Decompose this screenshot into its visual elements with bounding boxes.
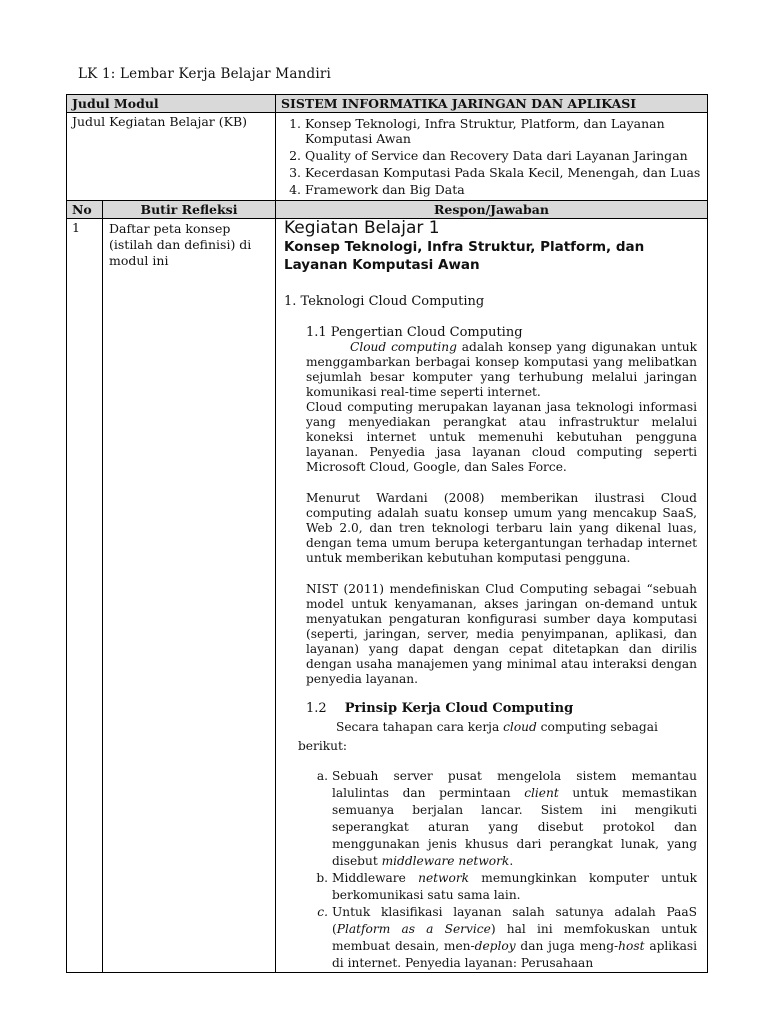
paragraph-text: adalah konsep yang digunakan untuk menggambarkan berbagai konsep komputasi yang melibatkan sejumlah besar komputer yang terhubung melalui jaringan komunikasi real-time seperti internet. xyxy=(306,340,697,399)
reflection-row-1 xyxy=(67,219,708,973)
kb-subheading: Konsep Teknologi, Infra Struktur, Platform, dan Layanan Komputasi Awan xyxy=(284,239,645,273)
kb-heading: Kegiatan Belajar 1 xyxy=(284,218,440,238)
list-marker: b. xyxy=(316,871,328,885)
paragraph: Cloud computing merupakan layanan jasa teknologi informasi yang menyediakan perangkat atau infrastruktur melalui koneksi internet untuk memenuhi kebutuhan pengguna layanan. Penyedia jasa layanan cloud computing seperti Microsoft Cloud, Google, dan Sales Force. xyxy=(306,400,697,474)
subsection-heading: 1.1 Pengertian Cloud Computing xyxy=(306,325,523,340)
kb-title-row xyxy=(67,113,708,201)
section-heading: 1. Teknologi Cloud Computing xyxy=(284,294,485,309)
col-butir-header: Butir Refleksi xyxy=(103,201,276,219)
subsection-title: Prinsip Kerja Cloud Computing xyxy=(344,701,574,716)
intro-line xyxy=(336,720,697,735)
column-header-row xyxy=(67,201,708,219)
kb-list-item: 4. Framework dan Big Data xyxy=(305,182,702,197)
intro-text: Secara tahapan cara kerja xyxy=(336,720,504,734)
list-text: Sebuah server pusat mengelola sistem memantau lalulintas dan permintaan client untuk memastikan semuanya berjalan lancar. Sistem ini mengikuti seperangkat aturan yang disebut protokol dan menggunakan jenis khusus dari perangkat lunak, yang disebut middleware network. xyxy=(332,769,697,868)
subsection-heading xyxy=(306,701,697,716)
list-text: Untuk klasifikasi layanan salah satunya adalah PaaS (Platform as a Service) hal ini memfokuskan untuk membuat desain, men-deploy dan juga meng-host aplikasi di internet. Penyedia layanan: Perusahaan xyxy=(332,905,697,970)
kb-title-label: Judul Kegiatan Belajar (KB) xyxy=(67,113,276,201)
intro-line: berikut: xyxy=(298,739,347,753)
paragraph xyxy=(306,340,697,400)
reflection-item: Daftar peta konsep (istilah dan definisi) di modul ini xyxy=(103,219,276,973)
document-title: LK 1: Lembar Kerja Belajar Mandiri xyxy=(78,66,332,82)
intro-text: computing sebagai xyxy=(536,720,658,734)
kb-list xyxy=(281,116,702,197)
paragraph: NIST (2011) mendefiniskan Clud Computing sebagai “sebuah model untuk kenyamanan, akses jaringan on-demand untuk menyatukan pengaturan konfigurasi sumber daya komputasi (seperti, jaringan, server, media penyimpanan, aplikasi, dan layanan) yang dapat dengan cepat ditetapkan dan dirilis dengan usaha manajemen yang minimal atau interaksi dengan penyedia layanan. xyxy=(306,582,697,686)
italic-term: Cloud computing xyxy=(350,340,457,354)
kb-list-item: 2. Quality of Service dan Recovery Data dari Layanan Jaringan xyxy=(305,148,702,163)
kb-list-item: 3. Kecerdasan Komputasi Pada Skala Kecil, Menengah, dan Luas xyxy=(305,165,702,180)
module-title-label: Judul Modul xyxy=(67,95,276,113)
module-title-row xyxy=(67,95,708,113)
principle-list xyxy=(306,768,697,972)
module-title-value: SISTEM INFORMATIKA JARINGAN DAN APLIKASI xyxy=(276,95,708,113)
list-marker: a. xyxy=(316,769,328,783)
italic-term: cloud xyxy=(503,720,537,734)
list-marker: c. xyxy=(317,905,328,919)
list-text: Middleware network memungkinkan komputer untuk berkomunikasi satu sama lain. xyxy=(332,871,697,902)
list-item xyxy=(306,904,697,972)
row-number: 1 xyxy=(67,219,103,973)
col-respon-header: Respon/Jawaban xyxy=(276,201,708,219)
list-item xyxy=(306,768,697,870)
col-no-header: No xyxy=(67,201,103,219)
kb-list-item: 1. Konsep Teknologi, Infra Struktur, Platform, dan Layanan Komputasi Awan xyxy=(305,116,702,146)
subsection-number: 1.2 xyxy=(306,701,327,716)
kb-title-list-cell xyxy=(276,113,708,201)
paragraph: Menurut Wardani (2008) memberikan ilustrasi Cloud computing adalah suatu konsep umum yang mencakup SaaS, Web 2.0, dan tren teknologi terbaru lain yang dikenal luas, dengan tema umum berupa ketergantungan terhadap internet untuk memberikan kebutuhan komputasi pengguna. xyxy=(306,491,697,565)
worksheet-table xyxy=(66,94,708,973)
list-item xyxy=(306,870,697,904)
response-cell xyxy=(276,219,708,973)
